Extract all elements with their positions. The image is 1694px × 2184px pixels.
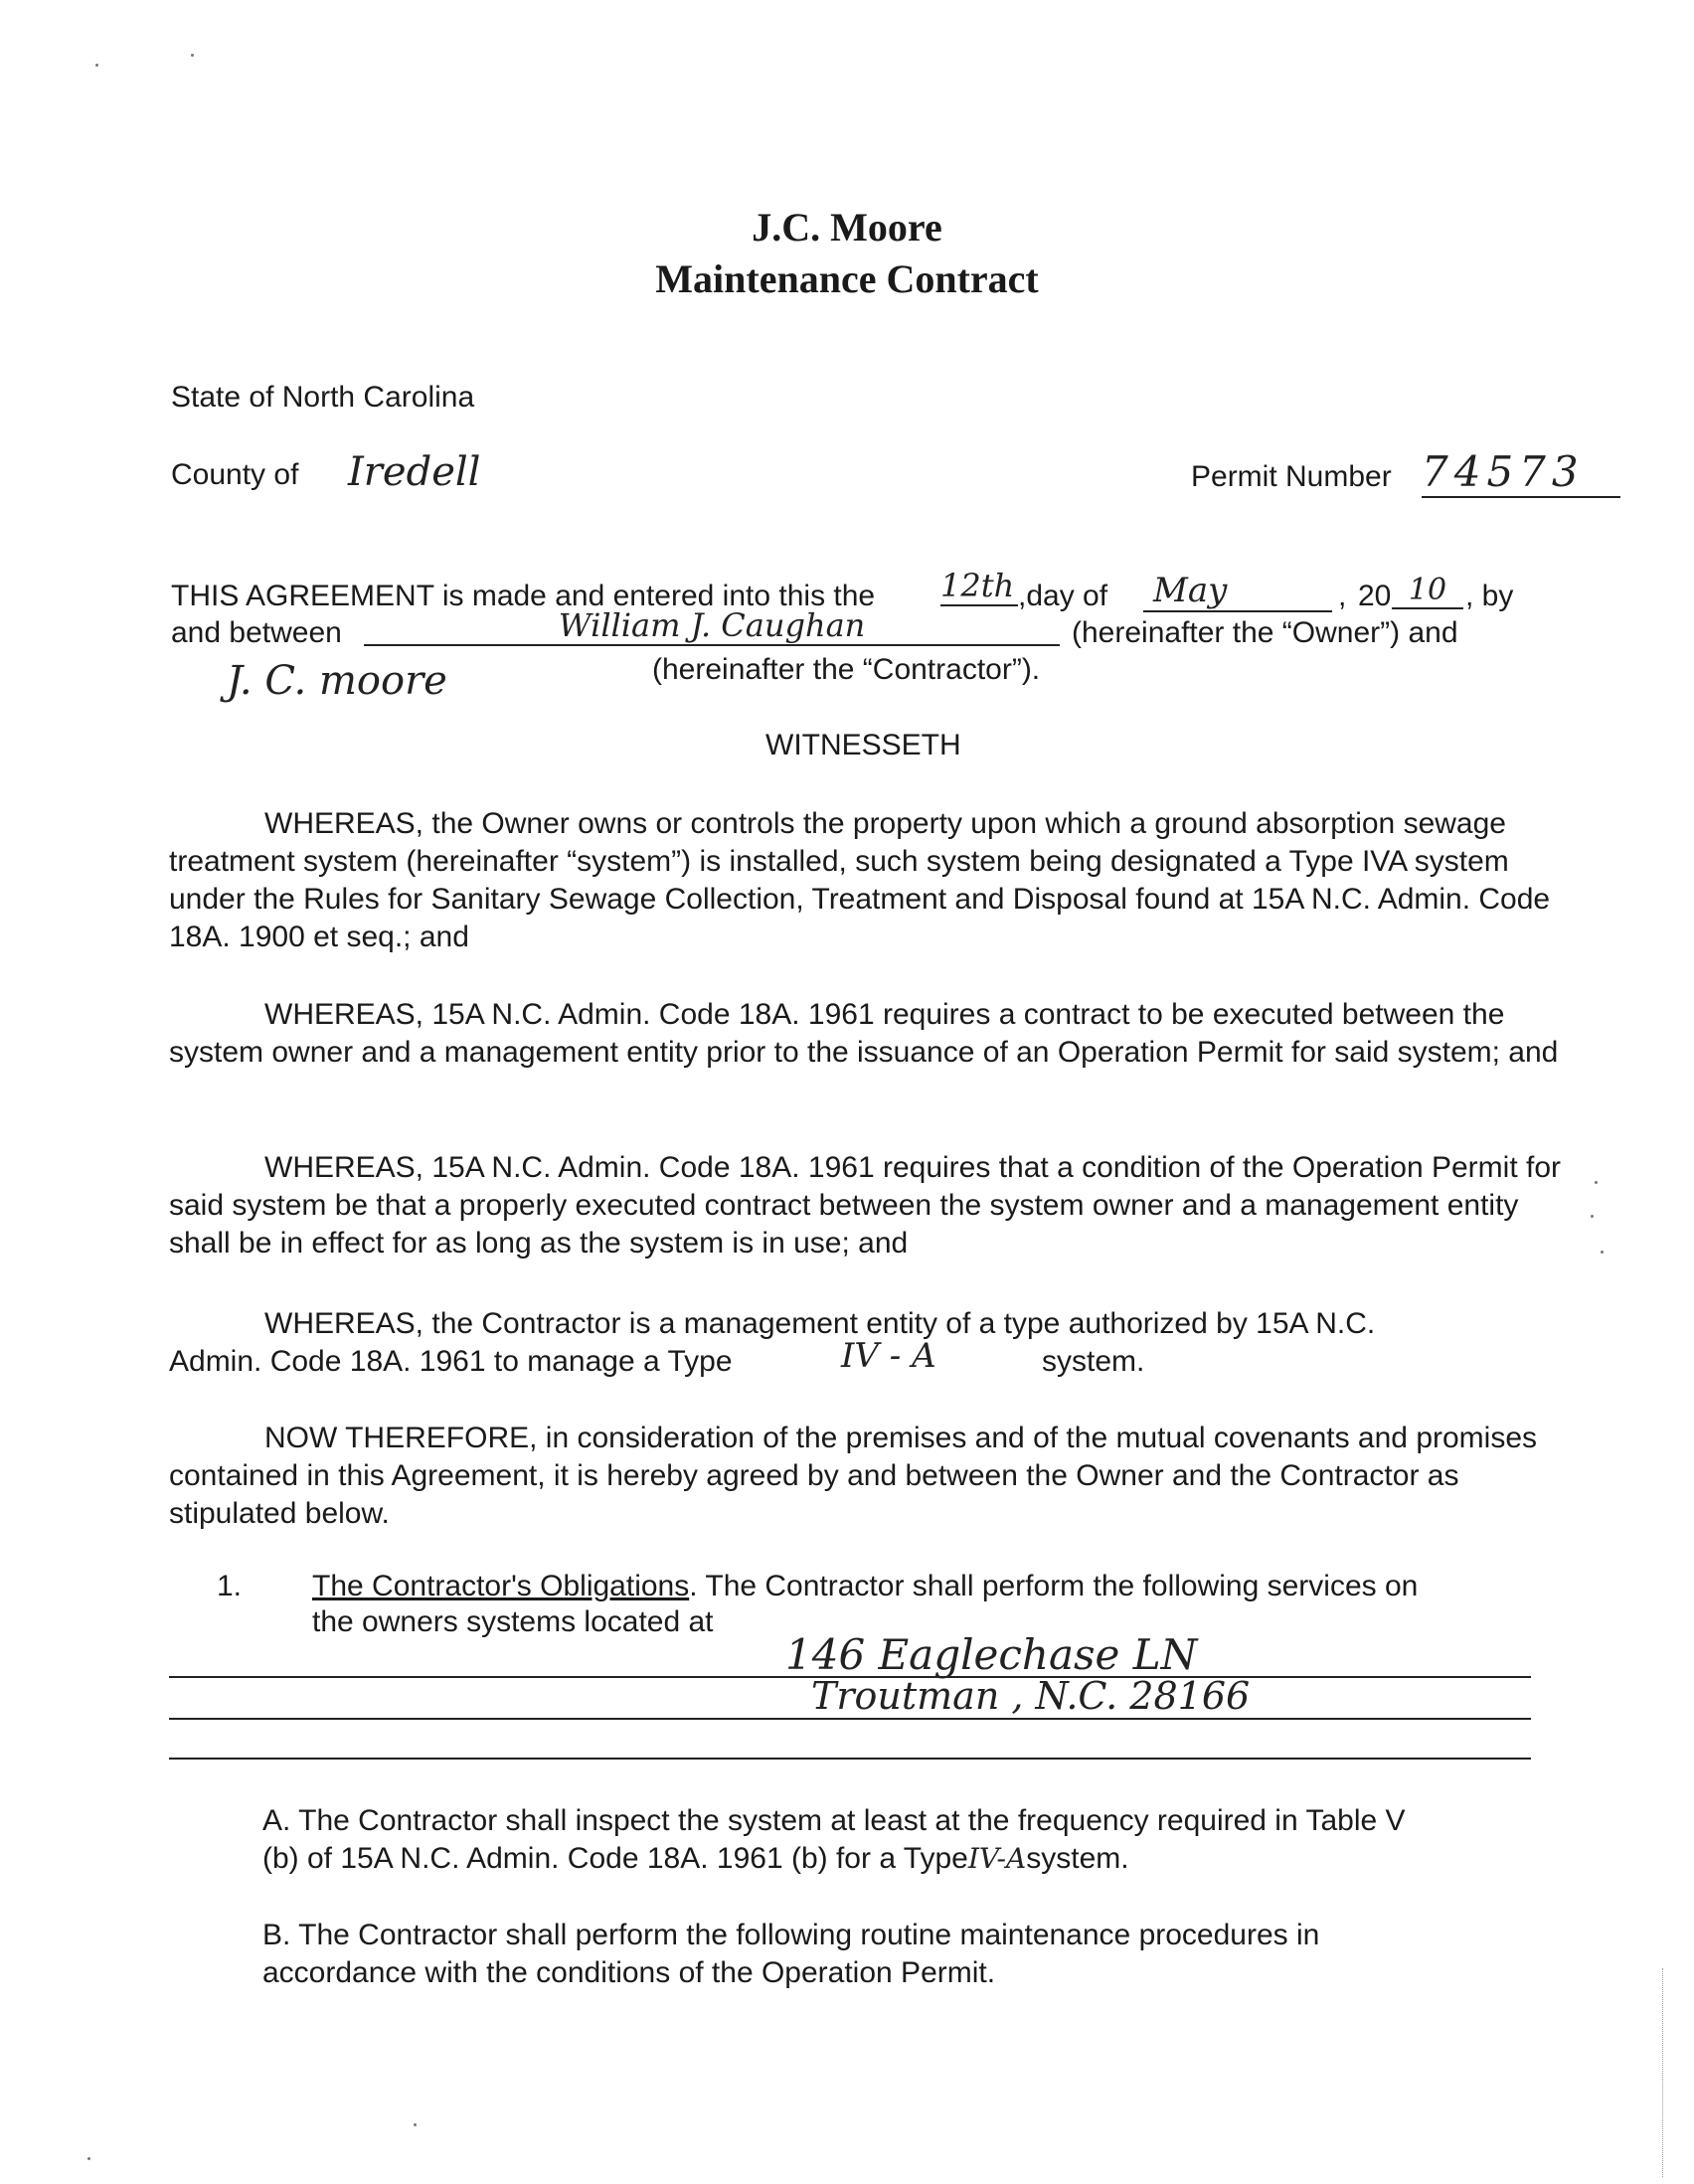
agreement-year-value: 10 xyxy=(1392,573,1463,609)
scan-speck xyxy=(414,2123,417,2126)
permit-label: Permit Number xyxy=(1191,460,1392,493)
agreement-by: , by xyxy=(1465,580,1514,612)
section-1-heading: The Contractor's Obligations xyxy=(312,1570,690,1602)
owner-name-value: William J. Caughan xyxy=(364,606,1060,646)
agreement-day-value: 12th xyxy=(940,567,1018,606)
county-label: County of xyxy=(171,458,299,491)
whereas-paragraph-3 xyxy=(169,1149,1581,1262)
item-a-line1: A. The Contractor shall inspect the system at least at the frequency required in Table V xyxy=(262,1804,1406,1837)
whereas-paragraph-1 xyxy=(169,805,1581,956)
item-a-line2-text: (b) of 15A N.C. Admin. Code 18A. 1961 (b) for a Type xyxy=(262,1842,968,1875)
address-rule-2 xyxy=(169,1718,1531,1720)
agreement-comma: , xyxy=(1338,580,1347,612)
item-b-paragraph xyxy=(262,1917,1455,1992)
scan-edge-mark xyxy=(1662,1968,1663,2177)
whereas-4-line2: Admin. Code 18A. 1961 to manage a Type xyxy=(169,1345,733,1378)
section-1-line1 xyxy=(312,1569,1418,1604)
agreement-and-between: and between xyxy=(171,616,342,649)
owner-role: (hereinafter the “Owner”) and xyxy=(1072,616,1458,649)
document-subtitle: Maintenance Contract xyxy=(655,256,1039,301)
whereas-4-line1: WHEREAS, the Contractor is a management entity of a type authorized by 15A N.C. xyxy=(264,1307,1376,1340)
address-line-2-value: Troutman , N.C. 28166 xyxy=(811,1674,1251,1718)
now-therefore-paragraph xyxy=(169,1420,1581,1533)
whereas-1-text: WHEREAS, the Owner owns or controls the property upon which a ground absorption sewage treatment system (hereinafter “system”) is installed, such system being designated a Type IVA system under the Rules for Sanitary Sewage Collection, Treatment and Disposal found at 15A N.C. Admin. Code 18A. 1900 et seq.; and xyxy=(169,807,1551,953)
agreement-day-label: ,day of xyxy=(1018,580,1108,612)
contractor-role: (hereinafter the “Contractor”). xyxy=(652,653,1041,686)
scan-speck xyxy=(191,54,194,57)
item-a-line2 xyxy=(262,1841,1129,1877)
scan-speck xyxy=(87,2157,90,2160)
item-a-line2-end: system. xyxy=(1026,1842,1129,1875)
scan-speck xyxy=(1591,1215,1594,1218)
address-rule-3 xyxy=(169,1758,1531,1760)
permit-number-value: 74573 xyxy=(1422,447,1620,498)
section-1-text: . The Contractor shall perform the following services on xyxy=(689,1570,1419,1602)
scan-speck xyxy=(1595,1181,1598,1184)
contractor-name-value: J. C. moore xyxy=(227,658,447,704)
whereas-3-text: WHEREAS, 15A N.C. Admin. Code 18A. 1961 requires that a condition of the Operation Permit for said system be that a properly executed contract between the system owner and a management entity shall be in effect for as long as the system is in use; and xyxy=(169,1151,1562,1260)
whereas-4-type-value: IV - A xyxy=(841,1336,936,1376)
county-value: Iredell xyxy=(348,449,481,495)
section-1-number: 1. xyxy=(217,1570,243,1602)
agreement-month-value: May xyxy=(1143,571,1332,612)
section-1-line2: the owners systems located at xyxy=(312,1605,714,1638)
agreement-intro: THIS AGREEMENT is made and entered into this the xyxy=(171,580,876,612)
scan-speck xyxy=(1601,1251,1604,1254)
address-line-1-value: 146 Eaglechase LN xyxy=(785,1630,1198,1679)
agreement-year-prefix: 20 xyxy=(1358,580,1392,612)
witnesseth-heading: WITNESSETH xyxy=(765,729,961,761)
whereas-paragraph-2 xyxy=(169,996,1581,1072)
whereas-2-text: WHEREAS, 15A N.C. Admin. Code 18A. 1961 requires a contract to be executed between the system owner and a management entity prior to the issuance of an Operation Permit for said system; and xyxy=(169,998,1559,1069)
state-line: State of North Carolina xyxy=(171,381,475,414)
whereas-4-line2-end: system. xyxy=(1042,1345,1145,1378)
document-title: J.C. Moore xyxy=(752,205,942,250)
scan-speck xyxy=(95,64,98,67)
item-b-text: B. The Contractor shall perform the following routine maintenance procedures in accordance with the conditions of the Operation Permit. xyxy=(262,1919,1320,1989)
item-a-type-value: IV-A xyxy=(967,1842,1027,1875)
now-therefore-text: NOW THEREFORE, in consideration of the premises and of the mutual covenants and promises contained in this Agreement, it is hereby agreed by and between the Owner and the Contractor as stipulated below. xyxy=(169,1422,1538,1530)
